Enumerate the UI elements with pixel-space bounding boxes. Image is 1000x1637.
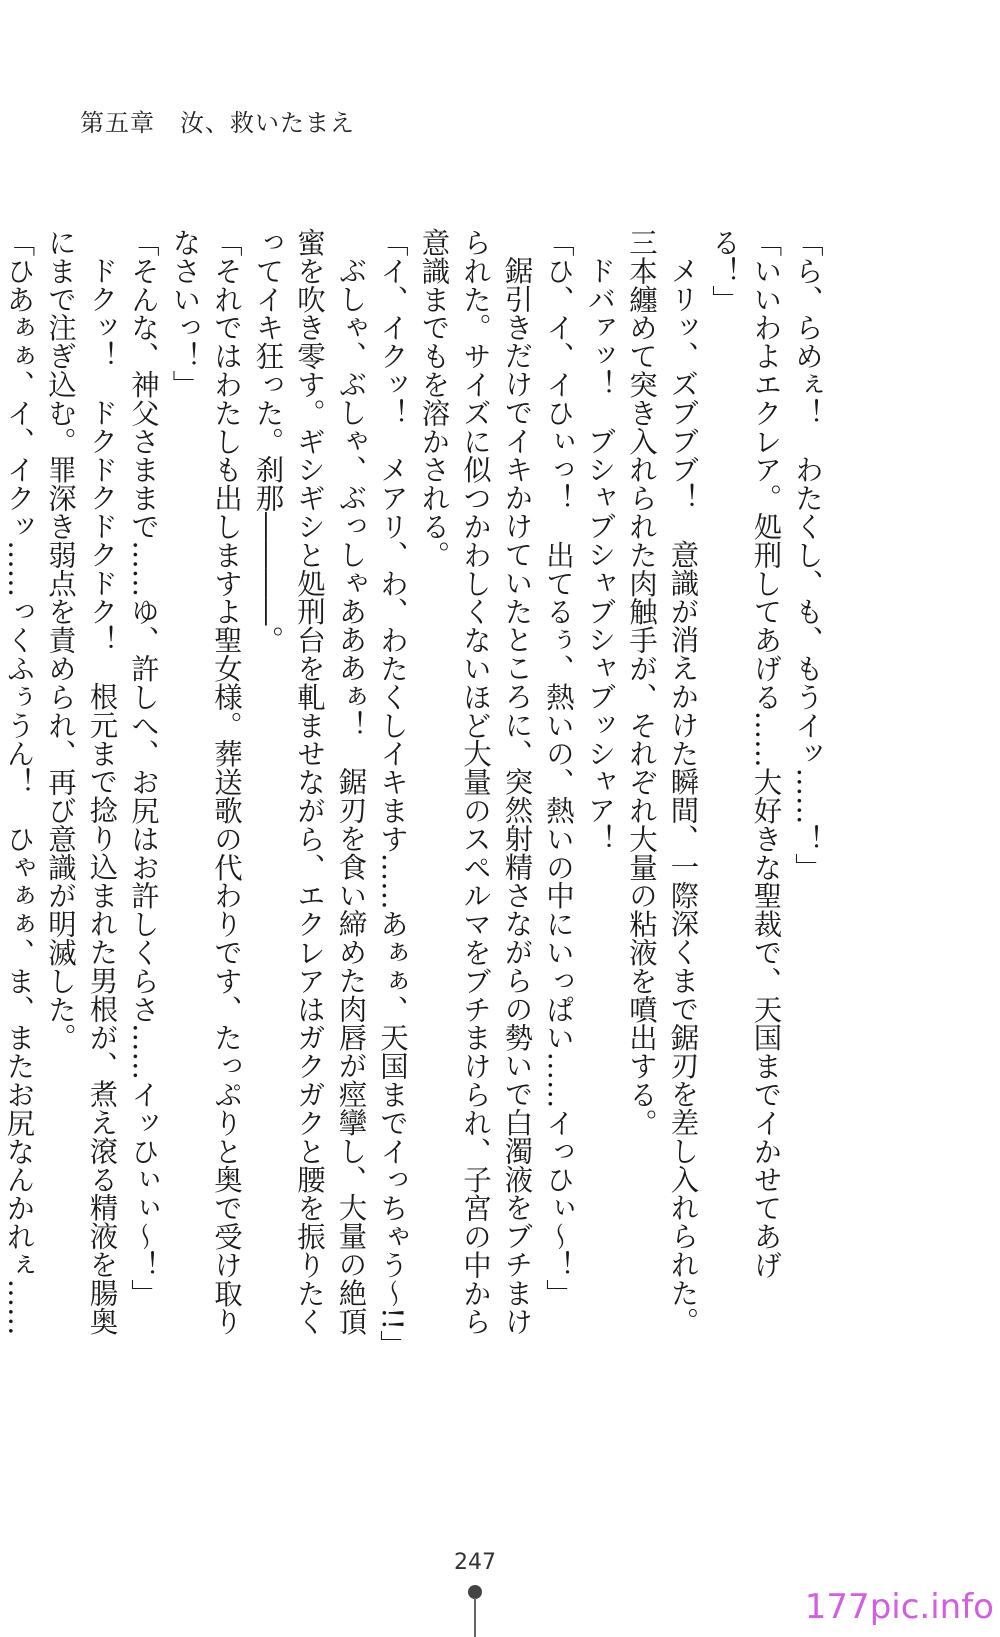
paragraph: ぶしゃ、ぶしゃ、ぶっしゃあああぁ！ 鋸刃を食い締めた肉唇が痙攣し、大量の絶頂蜜を吹き零す。ギシギシと処刑台を軋ませながら、エクレアはガクガクと腰を振りたくってイキ狂った。刹那――――。 xyxy=(251,228,368,1336)
folio-line-ornament xyxy=(474,1598,476,1637)
vertical-body-text xyxy=(2,228,828,1359)
paragraph: 鋸引きだけでイキかけていたところに、突然射精さながらの勢いで白濁液をブチまけられた。サイズに似つかわしくないほど大量のスペルマをブチまけられ、子宮の中から意識までもを溶かされる。 xyxy=(417,228,534,1336)
paragraph: 「ら、らめぇ！ わたくし、も、もうイッ……！」 xyxy=(791,228,824,882)
running-title: 第五章 汝、救いたまえ xyxy=(80,109,355,137)
paragraph: メリッ、ズブブブ！ 意識が消えかけた瞬間、一際深くまで鋸刃を差し入れられた。三本纏めて突き入れられた肉触手が、それぞれ大量の粘液を噴出する。 xyxy=(625,228,700,1336)
paragraph: ドクッ！ ドクドクドクドク！ 根元まで捻り込まれた男根が、煮え滾る精液を腸奥にまで注ぎ込む。罪深き弱点を責められ、再び意識が明滅した。 xyxy=(44,228,119,1336)
paragraph: ドバァッ！ ブシャブシャブシャブッシャア！ xyxy=(583,256,617,853)
paragraph: 「ひあぁぁ、イ、イクッ……っくふぅうん！ ひゃぁぁ、ま、またお尻なんかれぇ…… xyxy=(2,228,36,1336)
paragraph: 「それではわたしも出しますよ聖女様。葬送歌の代わりです、たっぷりと奥で受け取りなさいっ！」 xyxy=(168,228,243,1336)
watermark: 177pic.info xyxy=(804,1587,994,1627)
folio-dot-ornament xyxy=(468,1585,482,1599)
paragraph: 「ひ、イ、イひぃっ！ 出てるぅ、熱いの、熱いの中にいっぱい……イっひぃ〜！」 xyxy=(542,228,575,1308)
page-number: 247 xyxy=(454,1550,496,1575)
paragraph: 「そんな、神父さままで……ゆ、許しへ、お尻はお許しくらさ……イッひぃぃ〜！」 xyxy=(127,228,160,1308)
paragraph: 「イ、イクッ！ メアリ、わ、わたくしイキます……あぁぁ、天国までイっちゃう〜!!」 xyxy=(376,228,409,1359)
paragraph: 「いいわよエクレア。処刑してあげる……大好きな聖裁で、天国までイかせてあげる！」 xyxy=(708,228,783,1279)
